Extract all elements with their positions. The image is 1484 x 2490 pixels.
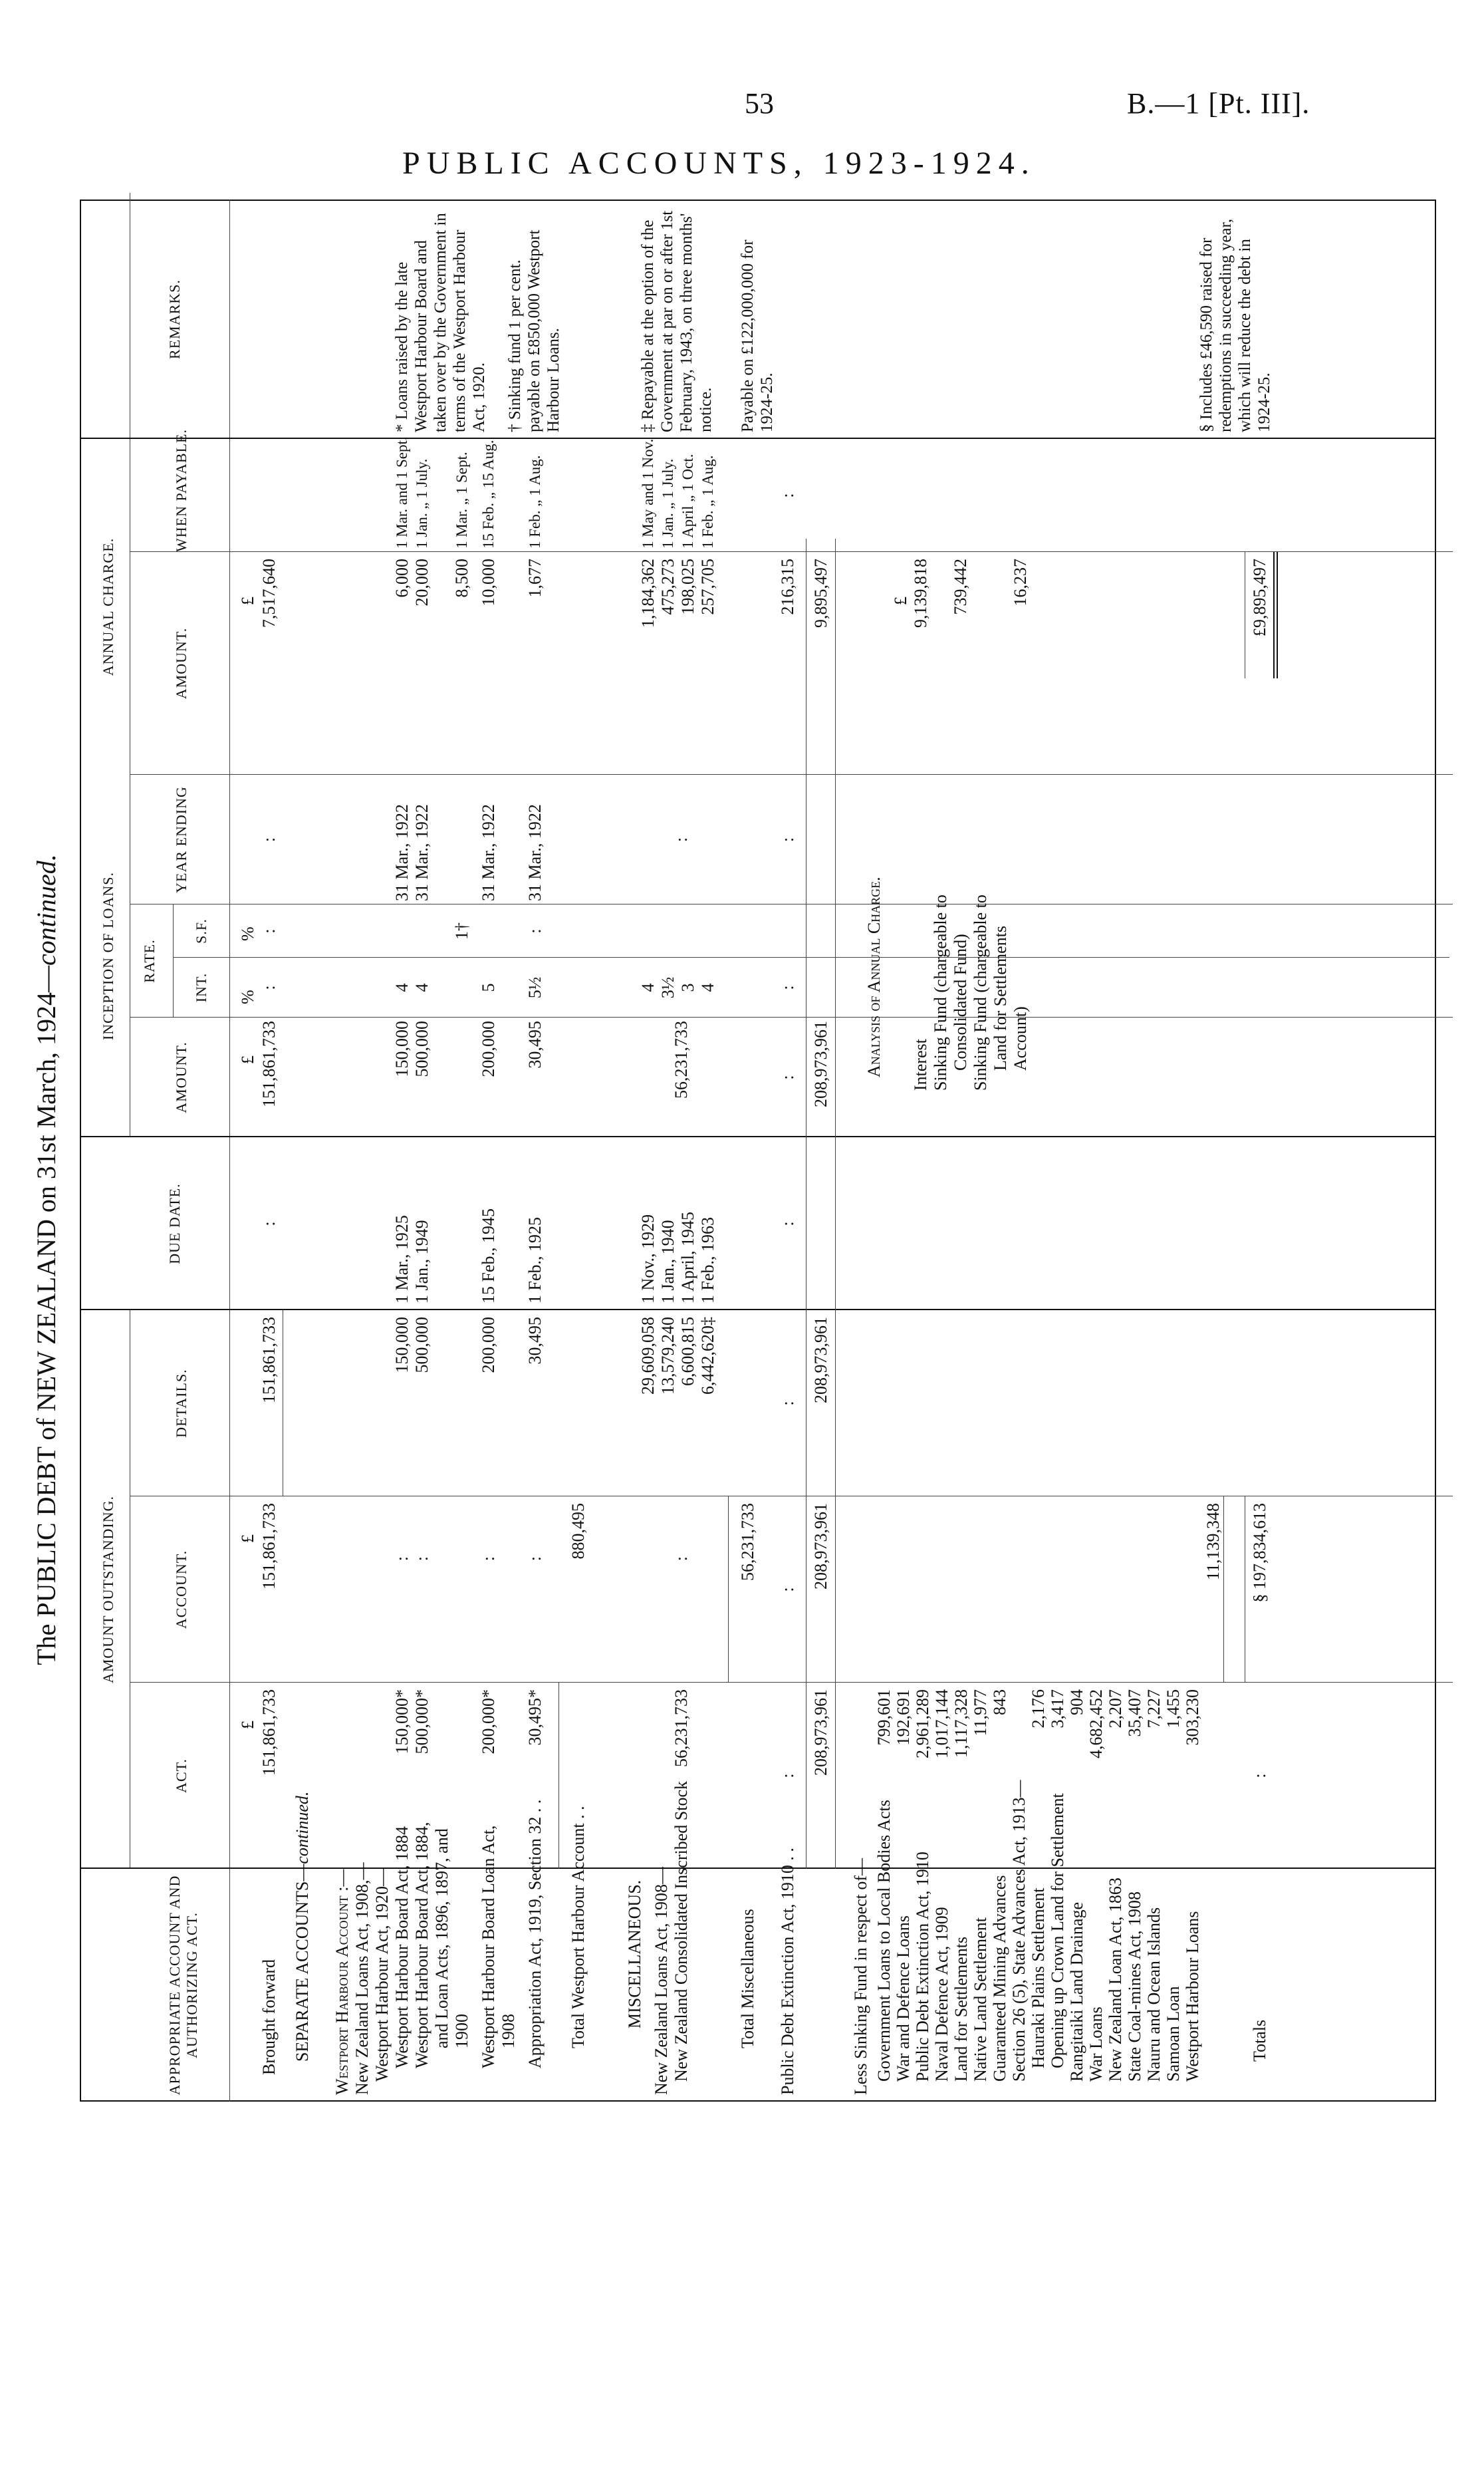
pdea-label: Public Debt Extinction Act, 1910 . . xyxy=(778,1848,797,2095)
header-ac-amount: AMOUNT. xyxy=(173,627,189,700)
sinking-fund-item-value: 4,682,452 xyxy=(1086,1689,1106,1758)
sum-details: 208,973,961 xyxy=(811,1317,830,1403)
westport-1884-loans-label: Westport Harbour Board Act, 1884, xyxy=(412,1822,432,2068)
sinking-fund-item-label: War Loans xyxy=(1086,2006,1106,2082)
bf-account: 151,861,733 xyxy=(259,1503,279,1590)
annual-charge-total: £9,895,497 xyxy=(1250,559,1269,636)
header-inception: INCEPTION OF LOANS. xyxy=(100,871,116,1041)
sinking-fund-item-value: 35,407 xyxy=(1125,1689,1144,1737)
remark-westport-loans: * Loans raised by the late Westport Harbour Board and taken over by the Government in terms of the Westport Harbour Act, 1920. xyxy=(393,213,488,432)
sinking-fund-item-value: 799,601 xyxy=(874,1689,894,1746)
sum-annual-charge: 9,895,497 xyxy=(811,559,830,628)
brought-forward-label: Brought forward xyxy=(259,1959,279,2075)
less-total: 11,139,348 xyxy=(1203,1503,1223,1581)
header-annual-charge: ANNUAL CHARGE. xyxy=(100,537,116,676)
header-when-payable: WHEN PAYABLE. xyxy=(173,429,189,552)
sinking-fund-item-value: 7,227 xyxy=(1144,1689,1164,1729)
header-rate: RATE. xyxy=(141,939,158,983)
total-westport-value: 880,495 xyxy=(568,1503,588,1560)
sinking-fund-rate: 1† xyxy=(452,922,471,940)
bf-details: 151,861,733 xyxy=(259,1317,279,1403)
miscellaneous-heading: MISCELLANEOUS. xyxy=(625,1879,644,2028)
header-int: INT. xyxy=(193,972,209,1003)
page-number: 53 xyxy=(745,87,774,120)
table-title: The PUBLIC DEBT of NEW ZEALAND on 31st March, 1924—continued. xyxy=(31,854,61,1665)
sinking-fund-item-label: Westport Harbour Loans xyxy=(1183,1911,1202,2082)
sinking-fund-item-value: 1,455 xyxy=(1164,1689,1183,1729)
sinking-fund-item-label: Government Loans to Local Bodies Acts xyxy=(874,1800,894,2082)
sinking-fund-item-label: Public Debt Extinction Act, 1910 xyxy=(913,1852,932,2082)
total-misc-label: Total Miscellaneous xyxy=(738,1909,757,2048)
header-remarks: REMARKS. xyxy=(166,279,183,359)
remark-sinking-fund: † Sinking fund 1 per cent. payable on £850,000 Westport Harbour Loans. xyxy=(506,229,562,432)
sinking-fund-item-label: Native Land Settlement xyxy=(971,1917,990,2082)
westport-1908-label: Westport Harbour Board Loan Act, xyxy=(479,1825,498,2068)
header-act: ACT. xyxy=(173,1758,189,1793)
sinking-fund-item-label: Nauru and Ocean Islands xyxy=(1144,1907,1164,2082)
bf-act: 151,861,733 xyxy=(259,1689,279,1776)
analysis-interest: 9,139,818 xyxy=(911,559,930,628)
sinking-fund-item-label: Hauraki Plains Settlement xyxy=(1029,1887,1048,2068)
sinking-fund-item-value: 1,017,144 xyxy=(932,1689,951,1758)
less-sinking-fund-heading: Less Sinking Fund in respect of— xyxy=(851,1858,870,2095)
remark-repayable: ‡ Repayable at the option of the Government at par on or after 1st February, 1943, on three months' notice. xyxy=(639,210,715,432)
page-code: B.—1 [Pt. III]. xyxy=(1127,87,1310,120)
header-year-ending: YEAR ENDING xyxy=(173,786,189,893)
bf-inc-amount: 151,861,733 xyxy=(259,1021,279,1107)
header-sf: S.F. xyxy=(193,918,209,944)
sinking-fund-item-label: Rangitaiki Land Drainage xyxy=(1067,1901,1086,2082)
analysis-sf-land: 16,237 xyxy=(1011,559,1030,607)
debt-table: APPROPRIATE ACCOUNT AND AUTHORIZING ACT. AMOUNT OUTSTANDING. ACT. ACCOUNT. DETAILS. DUE DATE. INCEPTION OF LOANS. AMOUNT. RATE. INT. S.F. YEAR ENDING ANNUAL CHARGE. AMOUNT. WHEN PAYABLE. REMARKS. £ £ £ % % £ Brought forward 151,861,733 151,861,733 151,861,733 : 151,861,733 : : : 7,517,640 SEPARATE ACCOUNTS—continued. Westport Harbour Account :— New Zealand Loans Act, 1908,— Westport Harbour Act, 1920— Westport Harbour Board Act, 1884 150,000* : 150,000 1 Mar., 1925 150,000 4 31 Mar., 1922 6,000 1 Mar. and 1 Sept. Westport Harbour Board Act, 1884, and Loan Acts, 1896, 1897, and 1900 500,000* : 500,000 1 Jan., 1949 500,000 4 31 Mar., 1922 20,000 1 Jan. „ 1 July. 8,500 1 Mar. „ 1 Sept. Westport Harbour Board Loan Act, 1908 200,000* : 200,000 15 Feb., 1945 200,000 5 1† 31 Mar., 1922 10,000 15 Feb. „ 15 Aug. Appropriation Act, 1919, Section 32 . . 30,495* : 30,495 1 Feb., 1925 30,495 5½ : 31 Mar., 1922 1,677 1 Feb. „ 1 Aug. Total Westport Harbour Account . . 880,495 MISCELLANEOUS. New Zealand Loans Act, 1908— New Zealand Consolidated Inscribed Stock 56,231,733 : 56,231,733 : 29,609,058 13,579,240 6,600,815 6,442,620‡ 1 Nov., 1929 1 Jan., 1940 1 April, 1945 1 Feb., 1963 4 3½ 3 4 1,184,362 475,273 198,025 257,705 1 May and 1 Nov. 1 Jan. „ 1 July. 1 April „ 1 Oct. 1 Feb. „ 1 Aug. Total Miscellaneous 56,231,733 Public Debt Extinction Act, 1910 . . : : : : : : : 216,315 : 208,973,961 208,973,961 208,973,961 208,973,961 9,895,497 Less Sinking Fund in respect of— Government Loans to Local Bodies Acts 799,601 War and Defence Loans 192,691 Public Debt Extinction Act, 1910 2,961,289 Naval Defence Act, 1909 1,017,144 Land for Settlements 1,117,328 Native Land Settlement 11,977 Guaranteed Mining Advances 843 Section 26 (5), State Advances Act, 1913— Hauraki Plains Settlement 2,176 Opening up Crown Land for Settlement 3,417 Rangitaiki Land Drainage 904 War Loans 4,682,452 New Zealand Loan Act, 1863 2,207 State Coal-mines Act, 1908 35,407 Nauru and Ocean Islands 7,227 Samoan Loan 1,455 Westport Harbour Loans 303,230 11,139,348 Totals : § 197,834,613 £9,895,497 Analysis of Annual Charge. £ Interest 9,139,818 Sinking Fund (chargeable to Consolidated Fund) 739,442 Sinking Fund (chargeable to Land for Settlements Account) 16,237 * Loans raised by the late Westport Harbour Board and taken over by the Government in terms of the Westport Harbour Act, 1920. † Sinking fund 1 per cent. payable on £850,000 Westport Harbour Loans. ‡ Repayable at the option of the Government at par on or after 1st February, 1943, on three months' notice. Payable on £122,000,000 for 1924-25. § Includes £46,590 raised for redemptions in succeeding year, which will reduce the debt in 1924-25. xyxy=(80,200,1436,2102)
sinking-fund-item-value: 843 xyxy=(990,1689,1009,1715)
grand-total: § 197,834,613 xyxy=(1250,1503,1269,1603)
nz-stock-label: New Zealand Consolidated Inscribed Stock xyxy=(672,1781,691,2082)
header-details: DETAILS. xyxy=(173,1369,189,1438)
header-amount-outstanding: AMOUNT OUTSTANDING. xyxy=(100,1495,116,1684)
sinking-fund-item-value: 2,207 xyxy=(1106,1689,1125,1729)
westport-heading: Westport Harbour Account :— xyxy=(332,1869,352,2095)
header-account: ACCOUNT. xyxy=(173,1550,189,1629)
remark-payable: Payable on £122,000,000 for 1924-25. xyxy=(739,239,776,432)
header-due-date: DUE DATE. xyxy=(166,1183,183,1264)
analysis-title: Analysis of Annual Charge. xyxy=(864,877,884,1077)
totals-label: Totals xyxy=(1250,2019,1269,2062)
page-heading: PUBLIC ACCOUNTS, 1923-1924. xyxy=(402,146,1036,181)
westport-1884-label: Westport Harbour Board Act, 1884 xyxy=(392,1826,412,2068)
analysis-sf-consolidated: 739,442 xyxy=(951,559,970,615)
sinking-fund-item-label: War and Defence Loans xyxy=(894,1915,913,2082)
total-westport-label: Total Westport Harbour Account . . xyxy=(568,1806,588,2048)
sinking-fund-item-value: 904 xyxy=(1067,1689,1086,1715)
sinking-fund-item-value: 11,977 xyxy=(971,1689,990,1736)
sinking-fund-item-label: Section 26 (5), State Advances Act, 1913— xyxy=(1009,1780,1029,2082)
header-inc-amount: AMOUNT. xyxy=(173,1041,189,1113)
sinking-fund-item-label: Opening up Crown Land for Settlement xyxy=(1048,1793,1067,2068)
sum-act: 208,973,961 xyxy=(811,1689,830,1776)
remark-includes: § Includes £46,590 raised for redemptions in succeeding year, which will reduce the debt in 1924-25. xyxy=(1197,218,1273,432)
sinking-fund-item-label: New Zealand Loan Act, 1863 xyxy=(1106,1877,1125,2082)
sinking-fund-item-label: State Coal-mines Act, 1908 xyxy=(1125,1891,1144,2082)
sinking-fund-item-value: 3,417 xyxy=(1048,1689,1067,1729)
sinking-fund-item-value: 192,691 xyxy=(894,1689,913,1746)
sinking-fund-item-label: Samoan Loan xyxy=(1164,1986,1183,2082)
sinking-fund-item-value: 1,117,328 xyxy=(951,1689,971,1758)
sinking-fund-item-value: 303,230 xyxy=(1183,1689,1202,1746)
sinking-fund-item-value: 2,961,289 xyxy=(913,1689,932,1758)
total-misc-value: 56,231,733 xyxy=(738,1503,757,1581)
sinking-fund-item-value: 2,176 xyxy=(1029,1689,1048,1729)
sum-account: 208,973,961 xyxy=(811,1503,830,1590)
sinking-fund-item-label: Land for Settlements xyxy=(951,1936,971,2082)
header-appropriate-act: APPROPRIATE ACCOUNT AND AUTHORIZING ACT. xyxy=(166,1875,200,2096)
bf-ac-amount: 7,517,640 xyxy=(259,559,279,628)
separate-accounts-heading: SEPARATE ACCOUNTS—continued. xyxy=(293,1791,312,2062)
sinking-fund-item-label: Naval Defence Act, 1909 xyxy=(932,1907,951,2082)
sinking-fund-item-label: Guaranteed Mining Advances xyxy=(990,1875,1009,2082)
analysis-interest-label: Interest xyxy=(911,1039,930,1091)
sum-inc: 208,973,961 xyxy=(811,1021,830,1107)
appropriation-act-label: Appropriation Act, 1919, Section 32 . . xyxy=(525,1799,545,2068)
